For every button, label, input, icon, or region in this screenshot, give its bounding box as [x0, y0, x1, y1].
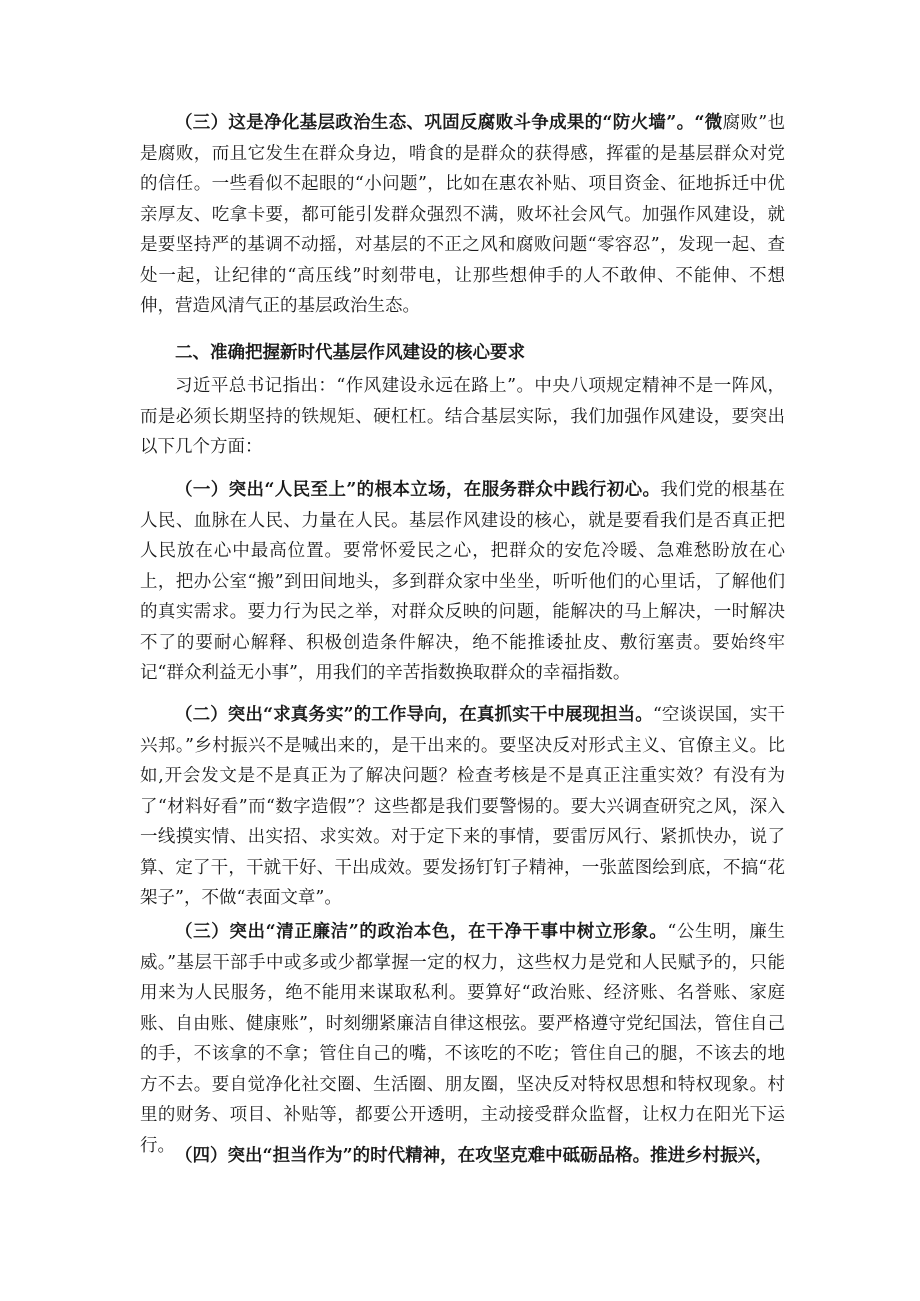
paragraph-lead: （三）突出“清正廉洁”的政治本色，在干净干事中树立形象。 — [175, 922, 668, 942]
paragraph-integrity — [140, 917, 785, 1161]
paragraph-body: “公生明，廉生威。”基层干部手中或多或少都掌握一定的权力，这些权力是党和人民赋予的，只能用来为人民服务，绝不能用来谋取私利。要算好“政治账、经济账、名誉账、家庭账、自由账、健康账”，时刻绷紧廉洁自律这根弦。要严格遵守党纪国法，管住自己的手，不该拿的不拿；管住自己的嘴，不该吃的不吃；管住自己的腿，不该去的地方不去。要自觉净化社交圈、生活圈、朋友圈，坚决反对特权思想和特权现象。村里的财务、项目、补贴等，都要公开透明，主动接受群众监督，让权力在阳光下运行。 — [140, 922, 785, 1156]
paragraph-body: 推进乡村振兴， — [650, 1146, 773, 1166]
paragraph-body: 习近平总书记指出：“作风建设永远在路上”。中央八项规定精神不是一阵风，而是必须长期坚持的铁规矩、硬杠杠。结合基层实际，我们加强作风建设，要突出以下几个方面： — [140, 376, 785, 457]
section-heading: 二、准确把握新时代基层作风建设的核心要求 — [175, 343, 525, 363]
paragraph-people-first — [140, 475, 785, 689]
paragraph-responsibility — [140, 1141, 785, 1172]
paragraph-body: 腐败”也是腐败，而且它发生在群众身边，啃食的是群众的获得感，挥霍的是基层群众对党的信任。一些看似不起眼的“小问题”，比如在惠农补贴、项目资金、征地拆迁中优亲厚友、吃拿卡要，都可能引发群众强烈不满，败坏社会风气。加强作风建设，就是要坚持严的基调不动摇，对基层的不正之风和腐败问题“零容忍”，发现一起、查处一起，让纪律的“高压线”时刻带电，让那些想伸手的人不敢伸、不能伸、不想伸，营造风清气正的基层政治生态。 — [140, 113, 786, 316]
paragraph-body: 我们党的根基在人民、血脉在人民、力量在人民。基层作风建设的核心，就是要看我们是否真正把人民放在心中最高位置。要常怀爱民之心，把群众的安危冷暖、急难愁盼放在心上，把办公室“搬”到田间地头，多到群众家中坐坐，听听他们的心里话，了解他们的真实需求。要力行为民之举，对群众反映的问题，能解决的马上解决，一时解决不了的要耐心解释、积极创造条件解决，绝不能推诿扯皮、敷衍塞责。要始终牢记“群众利益无小事”，用我们的辛苦指数换取群众的幸福指数。 — [140, 480, 785, 683]
paragraph-lead: （三）这是净化基层政治生态、巩固反腐败斗争成果的“防火墙”。“微 — [175, 113, 723, 133]
paragraph-intro — [140, 371, 785, 463]
paragraph-firewall — [140, 108, 785, 322]
paragraph-body: “空谈误国，实干兴邦。”乡村振兴不是喊出来的，是干出来的。要坚决反对形式主义、官僚主义。比如,开会发文是不是真正为了解决问题？检查考核是不是真正注重实效？有没有为了“材料好看”而“数字造假”？这些都是我们要警惕的。要大兴调查研究之风，深入一线摸实情、出实招、求实效。对于定下来的事情，要雷厉风行、紧抓快办，说了算、定了干，干就干好、干出成效。要发扬钉钉子精神，一张蓝图绘到底，不搞“花架子”，不做“表面文章”。 — [140, 705, 785, 908]
paragraph-pragmatism — [140, 700, 785, 914]
paragraph-lead: （一）突出“人民至上”的根本立场，在服务群众中践行初心。 — [175, 480, 661, 500]
paragraph-lead: （二）突出“求真务实”的工作导向，在真抓实干中展现担当。 — [175, 705, 653, 725]
paragraph-lead: （四）突出“担当作为”的时代精神，在攻坚克难中砥砺品格。 — [175, 1146, 651, 1166]
